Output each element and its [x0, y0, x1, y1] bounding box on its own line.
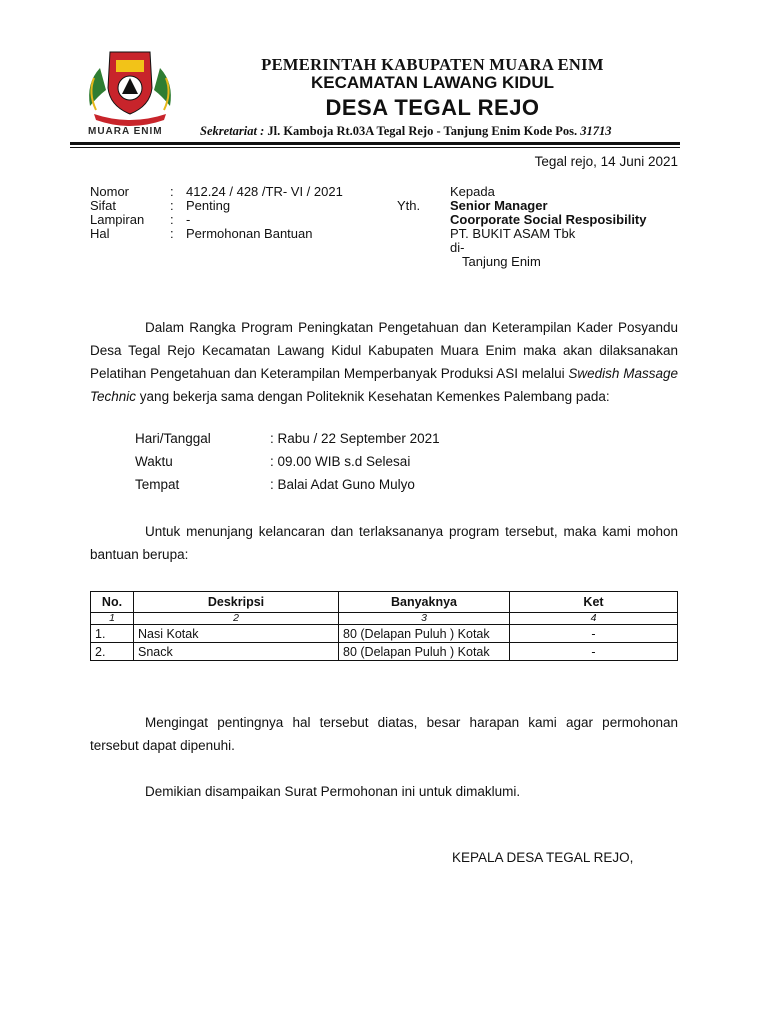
signature-title: KEPALA DESA TEGAL REJO, [452, 850, 634, 865]
address-postcode: 31713 [580, 124, 612, 138]
recipient-yth: Yth. [397, 198, 421, 213]
recipient-department: Coorporate Social Resposibility [450, 212, 647, 227]
column-header: Ket [510, 592, 678, 613]
paragraph-intro: Dalam Rangka Program Peningkatan Pengetahuan dan Keterampilan Kader Posyandu Desa Tegal Rejo Kecamatan Lawang Kidul Kabupaten Muara Enim maka akan dilaksanakan Pelatihan Pengetahuan dan Keterampilan Memperbanyak Produksi ASI melalui Swedish Massage Technic yang bekerja sama dengan Politeknik Kesehatan Kemenkes Palembang pada: [90, 320, 678, 404]
paragraph-hope: Mengingat pentingnya hal tersebut diatas, besar harapan kami agar permohonan tersebut dapat dipenuhi. [90, 715, 678, 753]
paragraph-request: Untuk menunjang kelancaran dan terlaksananya program tersebut, maka kami mohon bantuan berupa: [90, 524, 678, 562]
letterhead-district: KECAMATAN LAWANG KIDUL [310, 73, 554, 92]
recipient-city: Tanjung Enim [462, 254, 541, 269]
header-rule-thick [70, 142, 680, 145]
column-header: No. [91, 592, 134, 613]
table-header-row [91, 592, 678, 613]
letterhead-village: DESA TEGAL REJO [325, 95, 540, 120]
address-label: Sekretariat : [200, 124, 265, 138]
letterhead-address [200, 124, 612, 139]
recipient-di: di- [450, 240, 465, 255]
header-rule-thin [70, 147, 680, 148]
table-row: 1. Nasi Kotak 80 (Delapan Puluh ) Kotak - [91, 625, 678, 643]
table-row: 2. Snack 80 (Delapan Puluh ) Kotak - [91, 643, 678, 661]
column-header: Banyaknya [339, 592, 510, 613]
recipient-kepada: Kepada [450, 184, 495, 199]
paragraph-closing: Demikian disampaikan Surat Permohonan ini untuk dimaklumi. [145, 784, 521, 799]
recipient-title: Senior Manager [450, 198, 548, 213]
training-technique: Swedish Massage Technic [90, 366, 678, 404]
logo-caption: MUARA ENIM [88, 126, 163, 137]
column-header: Deskripsi [134, 592, 339, 613]
address-text: Jl. Kamboja Rt.03A Tegal Rejo - Tanjung Enim Kode Pos. [267, 124, 578, 138]
recipient-company: PT. BUKIT ASAM Tbk [450, 226, 576, 241]
request-table [90, 591, 678, 661]
letter-date: Tegal rejo, 14 Juni 2021 [534, 154, 678, 169]
letterhead-government: PEMERINTAH KABUPATEN MUARA ENIM [261, 55, 604, 74]
table-numbering-row: 1 2 3 4 [91, 613, 678, 625]
